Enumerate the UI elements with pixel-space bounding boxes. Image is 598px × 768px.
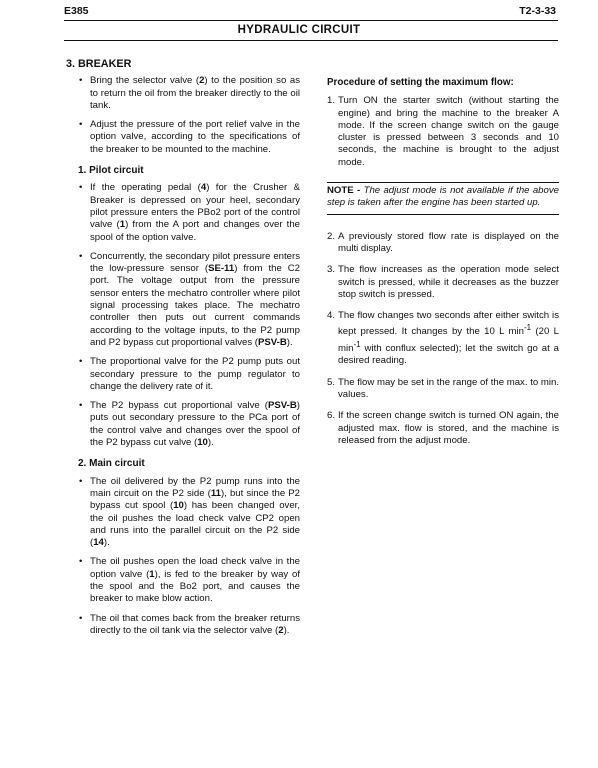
page-header — [0, 21, 598, 39]
list-item: 1. Turn ON the starter switch (without starting the engine) and bring the machine to the breaker A mode. If the screen change switch on the gauge cluster is pressed between 3 seconds and 10 seconds, the machine is brought to the adjust mode. — [327, 95, 559, 168]
list-item: • The oil that comes back from the breaker returns directly to the oil tank via the selector valve (2). — [90, 613, 300, 638]
procedure-title: Procedure of setting the maximum flow: — [327, 77, 514, 88]
note-text: The adjust mode is not available if the above step is taken after the engine has been started up. — [327, 185, 559, 209]
list-item: • The proportional valve for the P2 pump puts out secondary pressure to the pump regulator to change the delivery rate of it. — [90, 356, 300, 393]
list-item: 2. A previously stored flow rate is displayed on the multi display. — [327, 230, 559, 254]
list-item: 5. The flow may be set in the range of the max. to min. values. — [327, 376, 559, 401]
pilot-circuit-list — [66, 182, 300, 449]
list-item: 4. The flow changes two seconds after either switch is kept pressed. It changes by the 10 L $\min^{-1} (20$ L $\min^{-1}$ with conflux selected); let the switch go at a desired reading. — [327, 310, 559, 367]
list-item: • Adjust the pressure of the port relief valve in the option valve, according to the specifications of the breaker to be mounted to the machine. — [90, 119, 300, 156]
intro-list — [66, 75, 300, 156]
note-label: NOTE - — [327, 185, 361, 197]
model-code: E385 — [64, 5, 89, 17]
list-item: • If the operating pedal (4) for the Crusher & Breaker is depressed on your heel, secondary pilot pressure enters the PBo2 port of the control valve (1) from the A port and changes over the spool of the option valve. — [90, 182, 300, 243]
procedure-steps-b — [327, 231, 559, 448]
list-item: • The oil pushes open the load check valve in the option valve (1), is fed to the breaker by way of the spool and the Bo2 port, and causes the breaker to make blow action. — [90, 556, 300, 605]
main-circuit-heading: 2. Main circuit — [78, 458, 145, 470]
section-title: 3. BREAKER — [66, 58, 132, 70]
right-column — [327, 77, 559, 456]
page-number: T2-3-33 — [519, 5, 556, 17]
list-item: • Bring the selector valve (2) to the position so as to return the oil from the breaker directly to the oil tank. — [90, 75, 300, 112]
page-title: HYDRAULIC CIRCUIT — [234, 24, 365, 36]
header-rule-bottom — [64, 40, 558, 41]
note-box — [327, 182, 559, 215]
list-item: • Concurrently, the secondary pilot pressure enters the low-pressure sensor (SE-11) from the C2 port. The voltage output from the pressure sensor enters the mechatro controller where pilot signal processing takes place. The mechatro controller then puts out current commands according to the voltage inputs, to the P2 pump and P2 bypass cut proportional valves (PSV-B). — [90, 251, 300, 349]
pilot-circuit-heading: 1. Pilot circuit — [78, 165, 144, 177]
list-item: 6. If the screen change switch is turned ON again, the adjusted max. flow is stored, and the machine is released from the adjust mode. — [327, 410, 559, 446]
list-item: 3. The flow increases as the operation mode select switch is pressed, while it decreases as the buzzer stop switch is pressed. — [327, 264, 559, 300]
list-item: • The P2 bypass cut proportional valve (PSV-B) puts out secondary pressure to the PCa port of the control valve and changes over the spool of the P2 bypass cut valve (10). — [90, 400, 300, 449]
left-column — [66, 58, 300, 644]
list-item: • The oil delivered by the P2 pump runs into the main circuit on the P2 side (11), but since the P2 bypass cut spool (10) has been changed over, the oil pushes the load check valve CP2 open and runs into the parallel circuit on the P2 side (14). — [90, 476, 300, 550]
main-circuit-list — [66, 476, 300, 638]
procedure-steps-a — [327, 95, 559, 169]
